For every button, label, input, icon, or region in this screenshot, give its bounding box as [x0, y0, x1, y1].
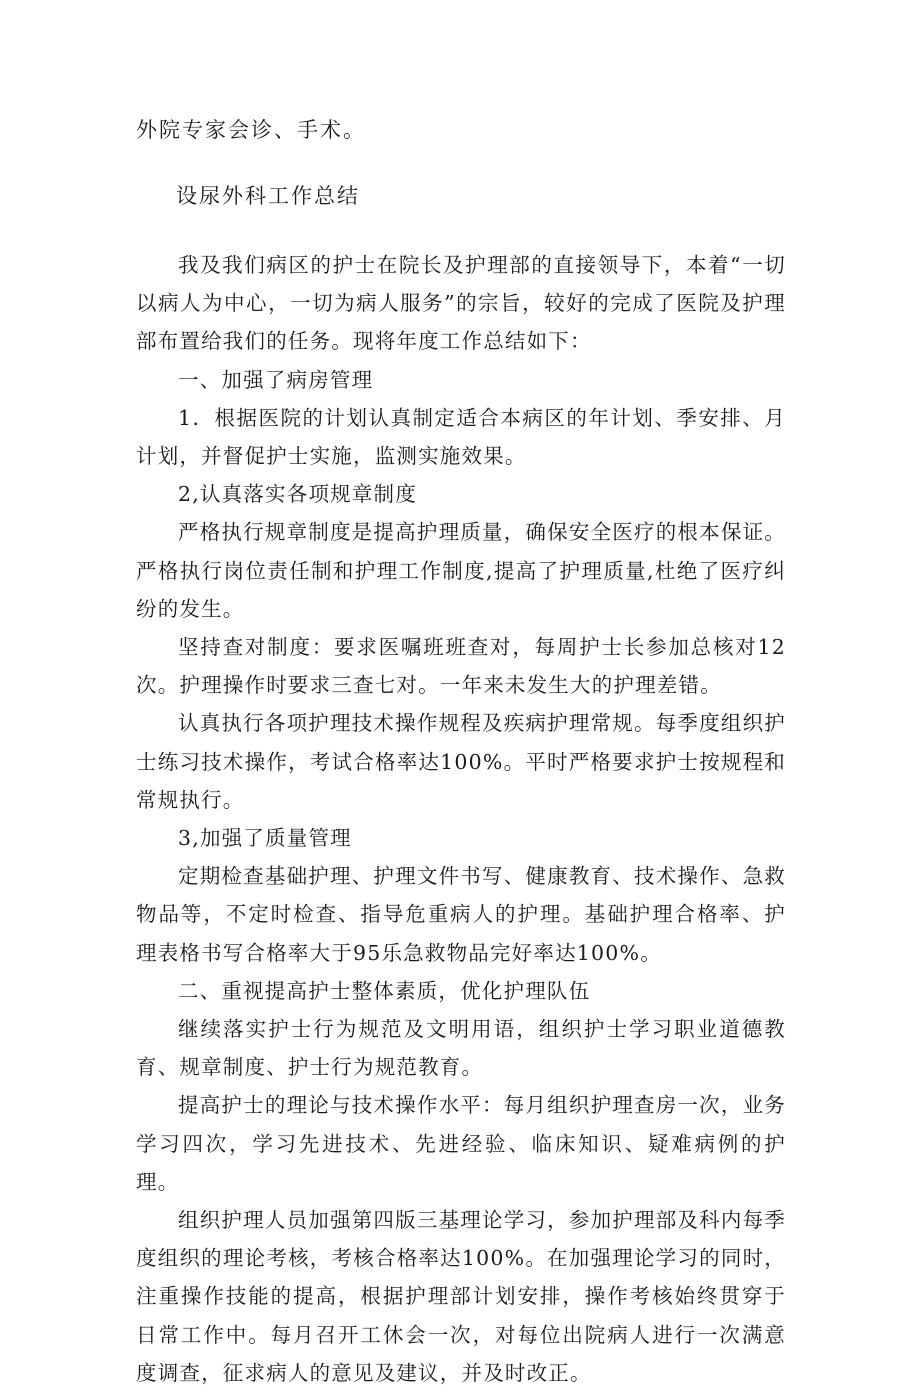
document-body	[136, 246, 786, 1392]
paragraph: 严格执行规章制度是提高护理质量，确保安全医疗的根本保证。严格执行岗位责任制和护理工作制度,提高了护理质量,杜绝了医疗纠纷的发生。	[136, 520, 786, 621]
paragraph-intro: 我及我们病区的护士在院长及护理部的直接领导下，本着“一切以病人为中心，一切为病人服务”的宗旨，较好的完成了医院及护理部布置给我们的任务。现将年度工作总结如下：	[136, 253, 786, 354]
paragraph: 继续落实护士行为规范及文明用语，组织护士学习职业道德教育、规章制度、护士行为规范教育。	[136, 1017, 786, 1080]
paragraph: 坚持查对制度：要求医嘱班班查对，每周护士长参加总核对12次。护理操作时要求三查七对。一年来未发生大的护理差错。	[136, 635, 786, 698]
section-heading-1: 一、加强了病房管理	[178, 367, 374, 392]
section-heading-2: 二、重视提高护士整体素质，优化护理队伍	[178, 978, 591, 1003]
subsection-heading-2: 2,认真落实各项规章制度	[178, 482, 417, 507]
paragraph: 认真执行各项护理技术操作规程及疾病护理常规。每季度组织护士练习技术操作，考试合格率达100%。平时严格要求护士按规程和常规执行。	[136, 711, 786, 812]
paragraph: 提高护士的理论与技术操作水平：每月组织护理查房一次，业务学习四次，学习先进技术、先进经验、临床知识、疑难病例的护理。	[136, 1093, 786, 1194]
paragraph: 组织护理人员加强第四版三基理论学习，参加护理部及科内每季度组织的理论考核，考核合格率达100%。在加强理论学习的同时，注重操作技能的提高，根据护理部计划安排，操作考核始终贯穿于日常工作中。每月召开工休会一次，对每位出院病人进行一次满意度调查，征求病人的意见及建议，并及时改正。	[136, 1208, 786, 1385]
paragraph: 1．根据医院的计划认真制定适合本病区的年计划、季安排、月计划，并督促护士实施，监测实施效果。	[136, 405, 786, 469]
continued-line: 外院专家会诊、手术。	[136, 118, 366, 142]
document-title: 设尿外科工作总结	[176, 184, 360, 208]
subsection-heading-3: 3,加强了质量管理	[178, 826, 352, 851]
paragraph: 定期检查基础护理、护理文件书写、健康教育、技术操作、急救物品等，不定时检查、指导危重病人的护理。基础护理合格率、护理表格书写合格率大于95乐急救物品完好率达100%。	[136, 864, 786, 965]
